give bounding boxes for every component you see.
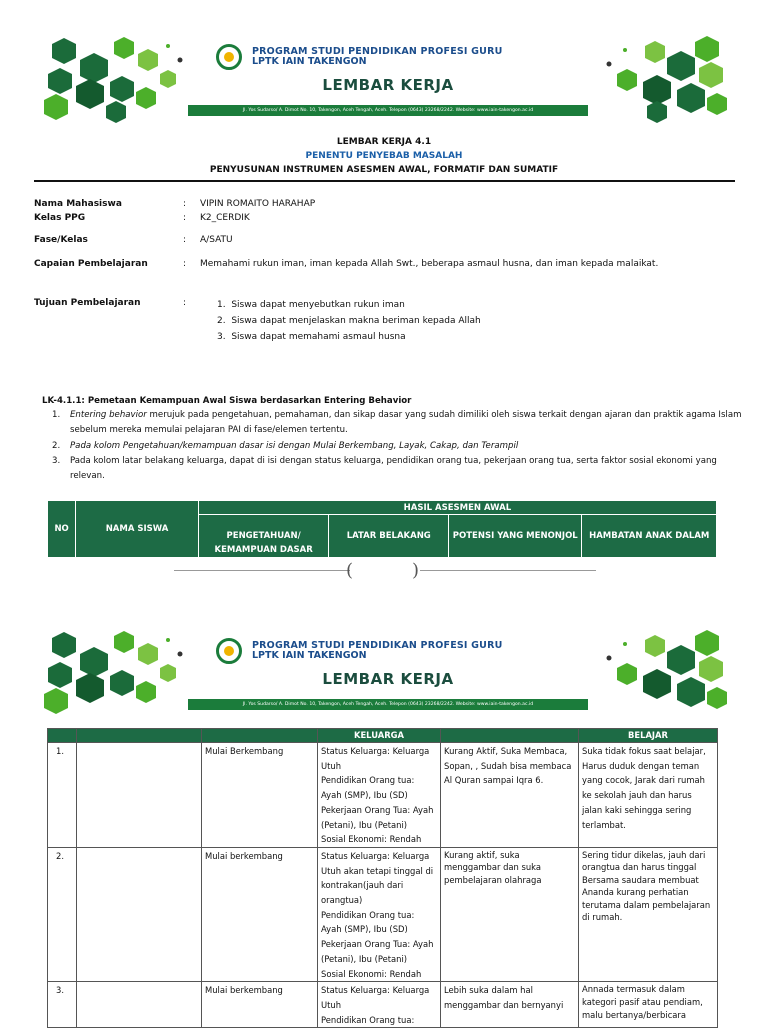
- row-keluarga: Status Keluarga: Keluarga Utuh Pendidikan Orang tua: Ayah (SMP), Ibu (SD) Pekerjaan Orang Tua: Ayah (Petani), Ibu (Petani) Sosial Ekonomi: Rendah: [318, 743, 441, 848]
- banner-title: LEMBAR KERJA: [322, 76, 454, 94]
- iain-logo-icon: [216, 44, 242, 70]
- row-number: 1.: [48, 743, 77, 848]
- col-pengetahuan: PENGETAHUAN/ KEMAMPUAN DASAR: [198, 515, 329, 558]
- row-potensi: Kurang Aktif, Suka Membaca, Sopan, , Sudah bisa membaca Al Quran sampai Iqra 6.: [441, 743, 579, 848]
- page-separator-bracket: (: [346, 560, 354, 581]
- col-keluarga: KELUARGA: [318, 729, 441, 743]
- address-bar: Jl. Yos Sudarso/ A. Dimot No. 10, Takengon, Aceh Tengah, Aceh. Telepon (0643) 23268/2242. Website: www.iain-takengon.ac.id: [188, 105, 588, 116]
- col-belajar: BELAJAR: [579, 729, 718, 743]
- iain-logo-icon: [216, 638, 242, 664]
- worksheet-topic: PENYUSUNAN INSTRUMEN ASESMEN AWAL, FORMATIF DAN SUMATIF: [209, 165, 559, 175]
- nama-value: VIPIN ROMAITO HARAHAP: [200, 199, 316, 209]
- col-hasil-asesmen: HASIL ASESMEN AWAL: [198, 501, 716, 515]
- col-nama-siswa: NAMA SISWA: [76, 501, 199, 558]
- header-banner: [40, 34, 728, 118]
- col-latar-belakang: LATAR BELAKANG: [329, 515, 449, 558]
- row-keluarga: Status Keluarga: Keluarga Utuh Pendidikan Orang tua:: [318, 982, 441, 1028]
- tujuan-item: 1. Siswa dapat menyebutkan rukun iman: [217, 300, 405, 310]
- heading-divider: [34, 180, 735, 182]
- row-student-name: [77, 847, 202, 981]
- row-kemampuan: Mulai berkembang: [202, 847, 318, 981]
- colon: :: [183, 199, 187, 209]
- row-hambatan: Suka tidak fokus saat belajar, Harus duduk dengan teman yang cocok, Jarak dari rumah ke sekolah jauh dan harus jalan kaki sehingga sering terlambat.: [579, 743, 718, 848]
- row-hambatan: Sering tidur dikelas, jauh dari orangtua dan harus tinggal Bersama saudara membuat Ananda kurang perhatian terutama dalam pembelajaran di rumah.: [579, 847, 718, 981]
- page-separator-line: [420, 570, 596, 571]
- colon: :: [183, 235, 187, 245]
- row-keluarga: Status Keluarga: Keluarga Utuh akan tetapi tinggal di kontrakan(jauh dari orangtua) Pendidikan Orang tua: Ayah (SMP), Ibu (SD) Pekerjaan Orang Tua: Ayah (Petani), Ibu (Petani) Sosial Ekonomi: Rendah: [318, 847, 441, 981]
- row-potensi: Kurang aktif, suka menggambar dan suka pembelajaran olahraga: [441, 847, 579, 981]
- worksheet-number: LEMBAR KERJA 4.1: [336, 137, 432, 147]
- tujuan-item: 3. Siswa dapat memahami asmaul husna: [217, 332, 406, 342]
- assessment-data-table: [47, 728, 718, 1028]
- row-number: 2.: [48, 847, 77, 981]
- kelas-label: Kelas PPG: [34, 213, 86, 223]
- row-student-name: [77, 982, 202, 1028]
- program-title-line2: LPTK IAIN TAKENGON: [252, 56, 367, 67]
- kelas-value: K2_CERDIK: [200, 213, 250, 223]
- program-title-line2: LPTK IAIN TAKENGON: [252, 650, 367, 661]
- table-row: [48, 743, 718, 848]
- header-banner: [40, 628, 728, 712]
- worksheet-subtitle: PENENTU PENYEBAB MASALAH: [305, 151, 463, 161]
- banner-title: LEMBAR KERJA: [322, 670, 454, 688]
- table-row: [48, 847, 718, 981]
- capaian-value: Memahami rukun iman, iman kepada Allah Swt., beberapa asmaul husna, dan iman kepada malaikat.: [200, 259, 659, 269]
- table-subheader-row: [48, 729, 718, 743]
- address-bar: Jl. Yos Sudarso/ A. Dimot No. 10, Takengon, Aceh Tengah, Aceh. Telepon (0643) 23268/2242. Website: www.iain-takengon.ac.id: [188, 699, 588, 710]
- tujuan-item: 2. Siswa dapat menjelaskan makna beriman kepada Allah: [217, 316, 481, 326]
- row-kemampuan: Mulai Berkembang: [202, 743, 318, 848]
- col-no: NO: [48, 501, 76, 558]
- lk-title: LK-4.1.1: Pemetaan Kemampuan Awal Siswa berdasarkan Entering Behavior: [42, 396, 412, 406]
- program-title-line1: PROGRAM STUDI PENDIDIKAN PROFESI GURU: [252, 46, 503, 57]
- row-student-name: [77, 743, 202, 848]
- page-separator-bracket: ): [412, 560, 420, 581]
- row-kemampuan: Mulai berkembang: [202, 982, 318, 1028]
- capaian-label: Capaian Pembelajaran: [34, 259, 148, 269]
- row-potensi: Lebih suka dalam hal menggambar dan bernyanyi: [441, 982, 579, 1028]
- table-row: [48, 982, 718, 1028]
- tujuan-label: Tujuan Pembelajaran: [34, 298, 141, 308]
- colon: :: [183, 259, 187, 269]
- colon: :: [183, 298, 187, 308]
- nama-label: Nama Mahasiswa: [34, 199, 122, 209]
- fase-value: A/SATU: [200, 235, 233, 245]
- colon: :: [183, 213, 187, 223]
- assessment-table-header: [47, 500, 717, 558]
- col-hambatan: HAMBATAN ANAK DALAM: [582, 515, 717, 558]
- row-number: 3.: [48, 982, 77, 1028]
- page-separator-line: [174, 570, 350, 571]
- row-hambatan: Annada termasuk dalam kategori pasif atau pendiam, malu bertanya/berbicara: [579, 982, 718, 1028]
- col-potensi: POTENSI YANG MENONJOL: [449, 515, 582, 558]
- program-title-line1: PROGRAM STUDI PENDIDIKAN PROFESI GURU: [252, 640, 503, 651]
- fase-label: Fase/Kelas: [34, 235, 88, 245]
